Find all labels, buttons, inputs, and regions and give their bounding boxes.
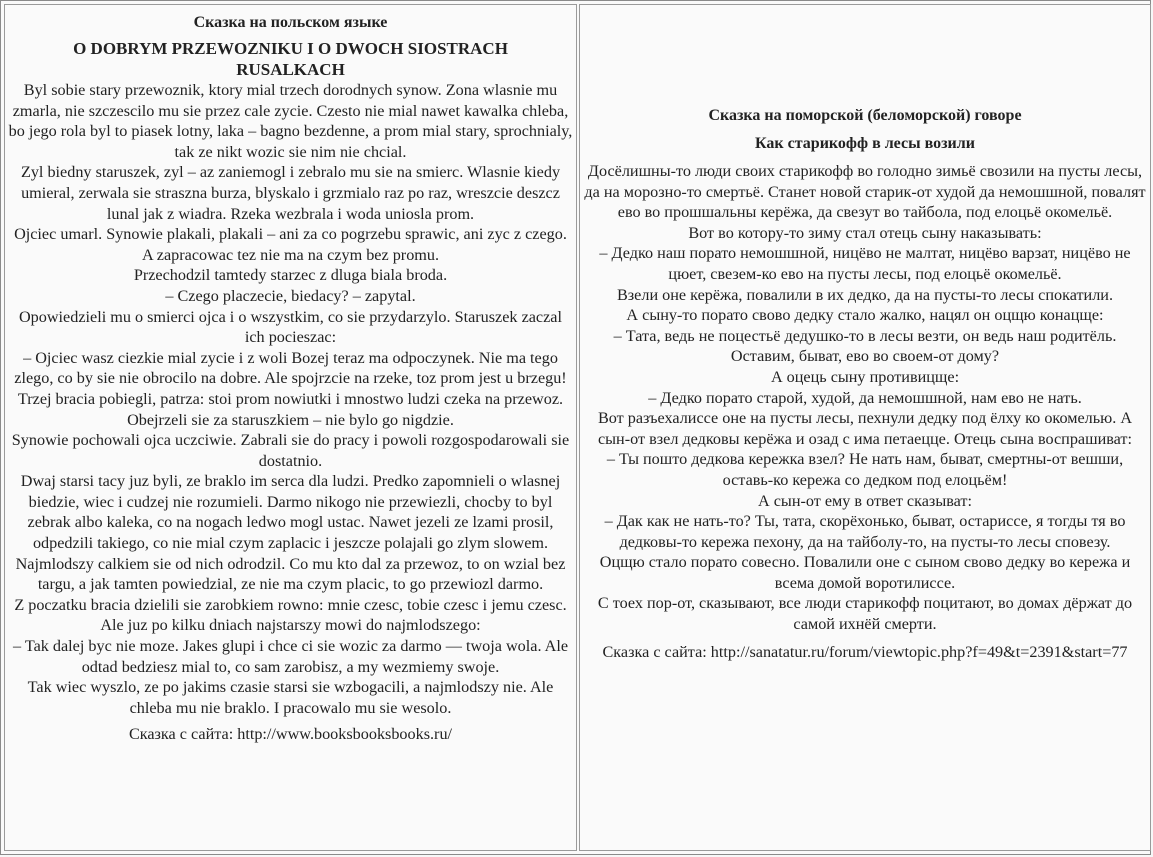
paragraph: – Czego placzecie, biedacy? – zapytal. [165,286,416,305]
paragraph: – Ojciec wasz ciezkie mial zycie i z woli Bozej teraz ma odpoczynek. Nie ma tego zlego, co by sie nie obrocilo na dobre. Ale spojrzcie na rzeke, toz prom jest u brzegu! [14,348,567,388]
paragraph: Zyl biedny staruszek, zyl – az zaniemogl i zebralo mu sie na smierc. Wlasnie kiedy umieral, zerwala sie straszna burza, blyskalo i grzmialo raz po raz, wreszcie deszcz lunal jak z wiadra. Rzeka wezbrala i woda uniosla prom. [20,163,561,223]
paragraph: Trzej bracia pobiegli, patrza: stoi prom nowiutki i mnostwo ludzi czeka na przewoz. [17,389,564,408]
paragraph: Byl sobie stary przewoznik, ktory mial trzech dorodnych synow. Zona wlasnie mu zmarla, nie szczescilo mu sie przez cale zycie. Czesto nie mial nawet kawalka chleba, bo jego rola byl to piasek lotny, laka – bagno bezdenne, a prom mial stary, sprochnialy, tak ze nikt wozic sie nim nie chcial. [8,81,573,161]
pomor-header: Сказка на поморской (беломорской) говоре [708,107,1022,124]
polish-text [8,80,573,718]
paragraph: Взели оне керёжа, повалили в их дедко, да на пусты-то лесы спокатили. [616,285,1114,304]
polish-cell [4,4,577,851]
paragraph: С тоех пор-от, сказывают, все люди старикофф поцитают, во домах дёржат до самой ихнёй смерти. [597,594,1133,634]
paragraph: – Tak dalej byc nie moze. Jakes glupi i chce ci sie wozic za darmo — twoja wola. Ale odtad bedziesz mial to, co sam zarobisz, a my wezmiemy swoje. [12,637,569,676]
paragraph: – Дак как не нать-то? Ты, тата, скорёхонько, быват, остариссе, я тогды тя во дедковы-то кережа пехону, да на тайболу-то, на пусты-то лесы сповезу. [604,512,1126,551]
paragraph: Synowie pochowali ojca uczciwie. Zabrali sie do pracy i powoli rozgospodarowali sie dostatnio. [11,431,570,470]
pomor-cell [579,4,1151,851]
paragraph: Tak wiec wyszlo, ze po jakims czasie starsi sie wzbogacili, a najmlodszy nie. Ale chleba mu nie braklo. I pracowalo mu sie wesolo. [27,678,554,717]
paragraph: А оцець сыну противицще: [770,367,960,386]
polish-source: Сказка с сайта: http://www.booksbooksbooks.ru/ [128,725,453,744]
paragraph: А сыну-то порато свово дедку стало жалко, нацял он оцщю конацще: [626,306,1104,325]
polish-title: O DOBRYM PRZEWOZNIKU I O DWOCH SIOSTRACH RUSALKACH [73,39,508,79]
paragraph: А сын-от ему в ответ сказыват: [758,491,972,510]
pomor-title: Как старикофф в лесы возили [755,135,975,152]
paragraph: Dwaj starsi tacy juz byli, ze braklo im serca dla ludzi. Predko zapomnieli o wlasnej biedzie, wiec i cudzej nie rozumieli. Darmo nikogo nie przewiezli, chocby to byl zebrak albo kaleka, co na nogach ledwo mogl ustac. Nawet jezeli ze lzami prosil, odpedzili takiego, co nie mial czym zaplacic i jeszcze polajali go zlym slowem. [20,472,561,553]
paragraph: Вот разъехалиссе оне на пусты лесы, пехнули дедку под ёлху ко окомелью. А сын-от взел дедковы керёжа и озад с има петаеццe. Отець сына воспрашиват: [597,409,1133,448]
pomor-source: Сказка с сайта: http://sanatatur.ru/forum/viewtopic.php?f=49&t=2391&start=77 [602,642,1128,661]
paragraph: Najmlodszy calkiem sie od nich odrodzil. Co mu kto dal za przewoz, to on wzial bez targu, a jak tamten powiedzial, ze nie ma czym placic, to go przewiozl darmo. [15,554,566,594]
paragraph: Досёлишны-то люди своих старикофф во голодно зимьё свозили на пусты лесы, да на морозно-то смертьё. Станет новой старик-от худой да немошшной, повалят ево во прошшальны керёжа, да свезут во тайбола, под елоцьё окомельё. [584,162,1146,222]
paragraph: Ojciec umarl. Synowie plakali, plakali – ani za co pogrzebu sprawic, ani zyc z czego. A zapracowac tez nie ma na czym bez promu. [14,225,567,264]
paragraph: Opowiedzieli mu o smierci ojca i o wszystkim, co sie przydarzylo. Staruszek zaczal ich pocieszac: [18,307,562,347]
paragraph: Оцщю стало порато совесно. Повалили оне с сыном свово дедку во кережа и всема домой воротилиссе. [599,553,1131,592]
paragraph: Obejrzeli sie za staruszkiem – nie bylo go nigdzie. [127,410,454,429]
pomor-text [583,161,1147,635]
paragraph: Вот во котору-то зиму стал отець сыну наказывать: [688,223,1042,242]
paragraph: – Дедко порато старой, худой, да немошшной, нам ево не нать. [648,388,1082,407]
paragraph: – Тата, ведь не поцестьё дедушко-то в лесы везти, он ведь наш родитёль. Оставим, быват, ево во своем-от дому? [613,326,1117,366]
polish-header: Сказка на польском языке [193,14,388,31]
paragraph: Przechodzil tamtedy starzec z dluga biala broda. [133,266,448,285]
paragraph: Z poczatku bracia dzielili sie zarobkiem rowno: mnie czesc, tobie czesc i jemu czesc. Ale juz po kilku dniach najstarszy mowi do najmlodszego: [14,595,567,635]
paragraph: – Дедко наш порато немошшной, ницёво не малтат, ницёво варзат, ницёво не цюет, свезем-ко ево на пусты лесы, под елоцьё окомельё. [599,244,1131,283]
paragraph: – Ты пошто дедкова кережка взел? Не нать нам, быват, смертны-от вешши, оставь-ко кережа со дедком под елоцьём! [606,450,1124,489]
